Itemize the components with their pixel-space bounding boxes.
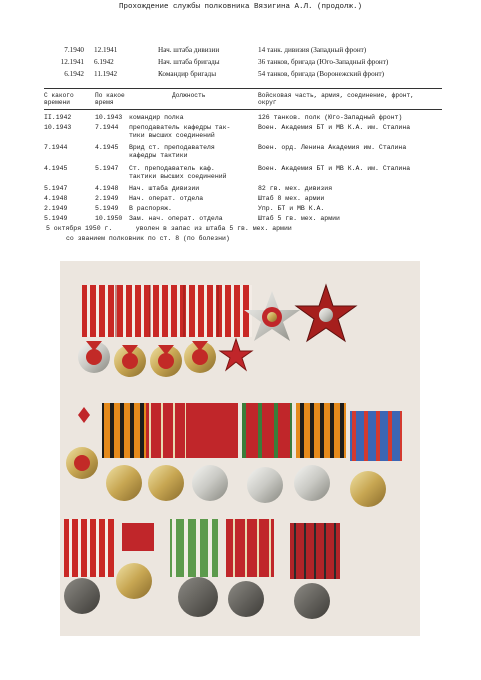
- position: Нач. штаба дивизии: [129, 185, 200, 192]
- ribbon-victory-germany: [102, 403, 146, 458]
- position: Командир бригады: [158, 70, 217, 78]
- ribbon-row3-1: [64, 519, 114, 577]
- to-date: 4.1948: [95, 185, 119, 192]
- to-date: 6.1942: [94, 58, 114, 66]
- from-date: 6.1942: [64, 70, 84, 78]
- medal-victory-germany: [106, 465, 142, 501]
- header-position: Должность: [172, 92, 206, 99]
- medal-veteran: [350, 471, 386, 507]
- discharge-note-continued: со званием полковник по ст. 8 (по болезни): [66, 235, 230, 242]
- page-title: Прохождение службы полковника Вязигина А.Л. (продолж.): [118, 3, 363, 11]
- from-date: 4.1948: [44, 195, 68, 202]
- header-unit: Войсковая часть, армия, соединение, фронт, округ: [258, 92, 414, 106]
- unit: 82 гв. мех. дивизия: [258, 185, 333, 192]
- medal-combat-merit: [148, 465, 184, 501]
- to-date: 7.1944: [95, 124, 119, 131]
- ribbon-veteran: [350, 411, 402, 461]
- position: Врид ст. преподавателя: [129, 144, 215, 151]
- medal-row3-5: [294, 583, 330, 619]
- ribbon-row3-4: [226, 519, 274, 577]
- unit: Воен. орд. Ленина Академия им. Сталина: [258, 144, 407, 151]
- medal-row3-3: [178, 577, 218, 617]
- to-date: 10.1943: [95, 114, 123, 121]
- order-red-banner-1: [78, 341, 110, 373]
- from-date: 7.1940: [64, 46, 84, 54]
- header-to: По какое время: [95, 92, 125, 106]
- to-date: 2.1949: [95, 195, 119, 202]
- medal-row3-1: [64, 578, 100, 614]
- position-continued: тактики высших соединений: [129, 173, 227, 180]
- medal-row3-4: [228, 581, 264, 617]
- position: Ст. преподаватель каф.: [129, 165, 215, 172]
- ribbon-jubilee-30: [242, 403, 292, 458]
- to-date: 11.1942: [94, 70, 118, 78]
- position: В распоряж.: [129, 205, 172, 212]
- ribbon-jubilee-20: [186, 403, 238, 458]
- order-red-banner-3: [150, 345, 182, 377]
- to-date: 10.1950: [95, 215, 123, 222]
- position: Зам. нач. операт. отдела: [129, 215, 223, 222]
- from-date: 7.1944: [44, 144, 68, 151]
- order-red-banner-2: [114, 345, 146, 377]
- unit: 36 танков, бригада (Юго-Западный фронт): [258, 58, 389, 66]
- to-date: 12.1941: [94, 46, 118, 54]
- to-date: 5.1947: [95, 165, 119, 172]
- unit: Штаб 8 мех. армии: [258, 195, 325, 202]
- from-date: 2.1949: [44, 205, 68, 212]
- from-date: 4.1945: [44, 165, 68, 172]
- medal-jubilee-40: [294, 465, 330, 501]
- position: Нач. штаба дивизии: [158, 46, 220, 54]
- unit: 14 танк. дивизия (Западный фронт): [258, 46, 367, 54]
- unit: Воен. Академия БТ и МВ К.А. им. Сталина: [258, 165, 411, 172]
- medals-photo: [60, 261, 420, 636]
- position-continued: кафедры тактики: [129, 152, 188, 159]
- position: Нач. операт. отдела: [129, 195, 204, 202]
- ribbon-jubilee-40: [296, 403, 346, 458]
- unit: 126 танков. полк (Юго-Западный фронт): [258, 114, 403, 121]
- position: преподаватель кафедры так-: [129, 124, 231, 131]
- unit: Воен. Академия БТ и МВ К.А. им. Сталина: [258, 124, 411, 131]
- position-continued: тики высших соединений: [129, 132, 215, 139]
- from-date: 5.1947: [44, 185, 68, 192]
- medal-jubilee-20: [192, 465, 228, 501]
- order-bar: [82, 285, 252, 337]
- discharge-note: 5 октября 1950 г. уволен в запас из штаба 5 гв. мех. армии: [46, 225, 292, 232]
- order-red-banner-4: [184, 341, 216, 373]
- from-date: 5.1949: [44, 215, 68, 222]
- unit: Упр. БТ и МВ К.А.: [258, 205, 325, 212]
- medal-jubilee-30: [247, 467, 283, 503]
- ribbon-row3-2: [122, 523, 154, 551]
- from-date: II.1942: [44, 114, 72, 121]
- position: Нач. штаба бригады: [158, 58, 220, 66]
- header-from: С какого времени: [44, 92, 74, 106]
- from-date: 10.1943: [44, 124, 72, 131]
- from-date: 12.1941: [60, 58, 84, 66]
- ribbon-row3-5: [290, 523, 340, 579]
- to-date: 5.1949: [95, 205, 119, 212]
- unit: Штаб 5 гв. мех. армии: [258, 215, 340, 222]
- header-bottom-rule: [44, 109, 442, 110]
- ribbon-row3-3: [170, 519, 218, 577]
- medal-row3-2: [116, 563, 152, 599]
- ribbon-combat-merit: [146, 403, 190, 458]
- unit: 54 танков, бригада (Воронежский фронт): [258, 70, 385, 78]
- table-top-rule: [44, 88, 442, 89]
- position: командир полка: [129, 114, 184, 121]
- to-date: 4.1945: [95, 144, 119, 151]
